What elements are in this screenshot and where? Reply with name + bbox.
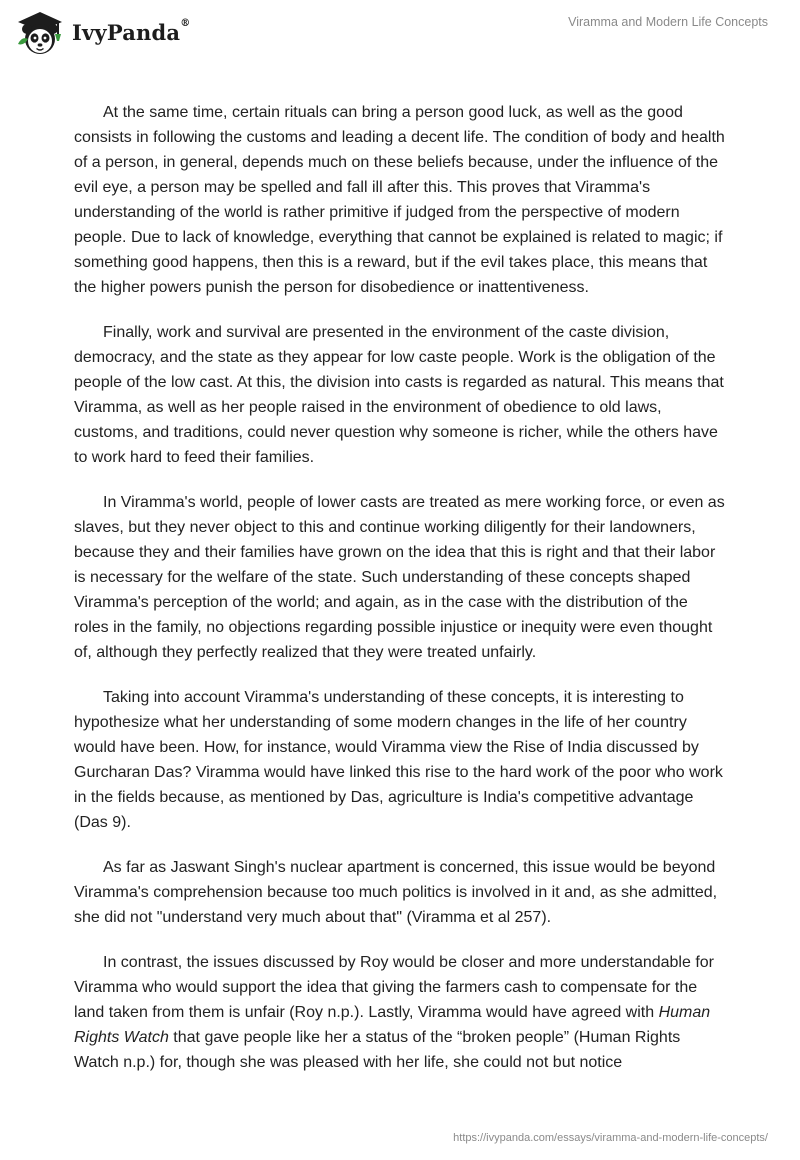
paragraph: In Viramma's world, people of lower casts are treated as mere working force, or even as slaves, but they never object to this and continue working diligently for their landowners, because they and their families have grown on the idea that this is right and that their labor is necessary for the welfare of the state. Such understanding of these concepts shaped Viramma's perception of the world; and again, as in the case with the distribution of the roles in the family, no objections regarding possible injustice or inequity were even thought of, although they perfectly realized that they were treated unfairly. bbox=[74, 494, 725, 661]
registered-mark: ® bbox=[180, 17, 191, 29]
paragraph-text: that gave people like her a status of the “broken people” (Human Rights Watch n.p.) for, though she was pleased with her life, she could not but notice bbox=[74, 1029, 681, 1071]
paragraph: Finally, work and survival are presented in the environment of the caste division, democracy, and the state as they appear for low caste people. Work is the obligation of the people of the low cast. At this, the division into casts is regarded as natural. This means that Viramma, as well as her people raised in the environment of obedience to old laws, customs, and traditions, could never question why someone is richer, while the others have to work hard to feed their families. bbox=[74, 324, 724, 466]
document-title: Viramma and Modern Life Concepts bbox=[568, 15, 768, 29]
italic-source-title: Human Rights Watch bbox=[74, 1004, 711, 1046]
source-url[interactable]: https://ivypanda.com/essays/viramma-and-modern-life-concepts/ bbox=[453, 1132, 768, 1144]
essay-body bbox=[74, 100, 726, 1095]
paragraph: As far as Jaswant Singh's nuclear apartment is concerned, this issue would be beyond Viramma's comprehension because too much politics is involved in it and, as she admitted, she did not "understand very much about that" (Viramma et al 257). bbox=[74, 859, 718, 926]
panda-graduation-cap-icon bbox=[14, 8, 66, 56]
page-header bbox=[0, 0, 800, 70]
paragraph: Taking into account Viramma's understanding of these concepts, it is interesting to hypothesize what her understanding of some modern changes in the life of her country would have been. How, for instance, would Viramma view the Rise of India discussed by Gurcharan Das? Viramma would have linked this rise to the hard work of the poor who work in the fields because, as mentioned by Das, agriculture is India's competitive advantage (Das 9). bbox=[74, 689, 723, 831]
paragraph bbox=[74, 950, 726, 1075]
brand-name: IvyPanda® bbox=[72, 17, 191, 45]
paragraph: At the same time, certain rituals can bring a person good luck, as well as the good consists in following the customs and leading a decent life. The condition of body and health of a person, in general, depends much on these beliefs because, under the influence of the evil eye, a person may be spelled and fall ill after this. This proves that Viramma's understanding of the world is rather primitive if judged from the perspective of modern people. Due to lack of knowledge, everything that cannot be explained is related to magic; if something good happens, then this is a reward, but if the evil takes place, this means that the higher powers punish the person for disobedience or inattentiveness. bbox=[74, 104, 725, 296]
paragraph-text: In contrast, the issues discussed by Roy would be closer and more understandable for Viramma who would support the idea that giving the farmers cash to compensate for the land taken from them is unfair (Roy n.p.). Lastly, Viramma would have agreed with bbox=[74, 954, 714, 1021]
brand-logo[interactable] bbox=[14, 8, 190, 56]
